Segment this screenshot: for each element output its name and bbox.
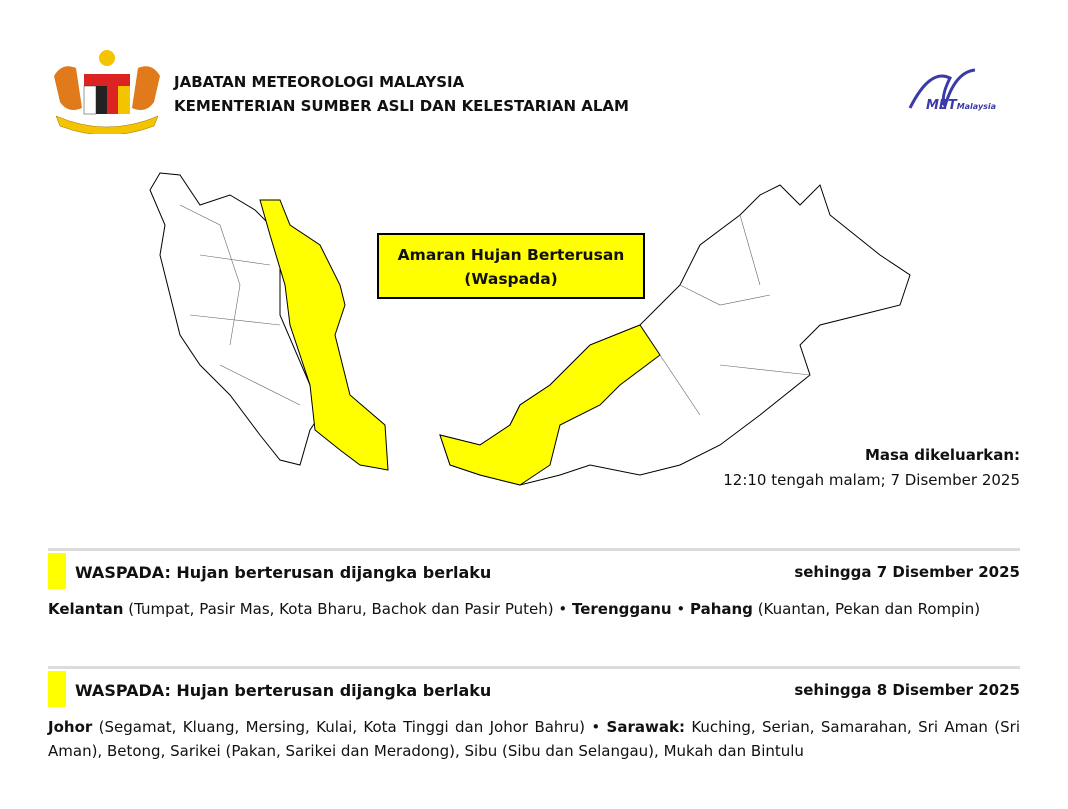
warning-areas <box>48 597 1020 621</box>
warning-section-2 <box>48 666 1020 763</box>
borneo-malaysia <box>440 185 910 485</box>
warning-title: WASPADA: Hujan berterusan dijangka berlaku <box>75 681 492 700</box>
yellow-level-marker <box>48 553 66 589</box>
state-name: Sarawak: <box>606 718 685 736</box>
warning-until: sehingga 8 Disember 2025 <box>794 681 1020 699</box>
map-legend-box <box>377 233 645 299</box>
warning-title: WASPADA: Hujan berterusan dijangka berlaku <box>75 563 492 582</box>
warning-until: sehingga 7 Disember 2025 <box>794 563 1020 581</box>
yellow-level-marker <box>48 671 66 707</box>
map-subtitle: (Waspada) <box>464 270 558 288</box>
area-list: (Tumpat, Pasir Mas, Kota Bharu, Bachok dan Pasir Puteh) • <box>123 600 572 618</box>
area-list: (Kuantan, Pekan dan Rompin) <box>752 600 981 618</box>
state-name: Terengganu <box>571 600 672 618</box>
met-logo-sub: Malaysia <box>956 102 997 111</box>
divider <box>48 548 1020 551</box>
area-list: Kuching, Serian, Samarahan, Sri Aman (Sri Aman), Betong, Sarikei (Pakan, Sarikei dan Meradong), Sibu (Sibu dan Selangau), Mukah dan Bintulu <box>48 718 1020 760</box>
area-list: (Segamat, Kluang, Mersing, Kulai, Kota Tinggi dan Johor Bahru) • <box>92 718 607 736</box>
issued-label: Masa dikeluarkan: <box>864 446 1020 464</box>
issued-value: 12:10 tengah malam; 7 Disember 2025 <box>723 471 1020 489</box>
peninsular-malaysia <box>150 173 388 470</box>
organization-name <box>174 70 629 118</box>
state-name: Johor <box>48 718 93 736</box>
map-title: Amaran Hujan Berterusan <box>397 246 625 264</box>
state-name: Pahang <box>689 600 753 618</box>
org-line-2: KEMENTERIAN SUMBER ASLI DAN KELESTARIAN ALAM <box>174 97 629 115</box>
divider <box>48 666 1020 669</box>
warning-section-1 <box>48 548 1020 621</box>
state-name: Kelantan <box>48 600 124 618</box>
met-logo-text <box>926 98 996 113</box>
issued-time <box>723 443 1020 493</box>
met-logo-main: MET <box>926 98 957 113</box>
org-line-1: JABATAN METEOROLOGI MALAYSIA <box>174 73 465 91</box>
area-list: • <box>671 600 690 618</box>
warning-areas <box>48 715 1020 763</box>
malaysia-coat-of-arms-icon <box>48 46 166 134</box>
